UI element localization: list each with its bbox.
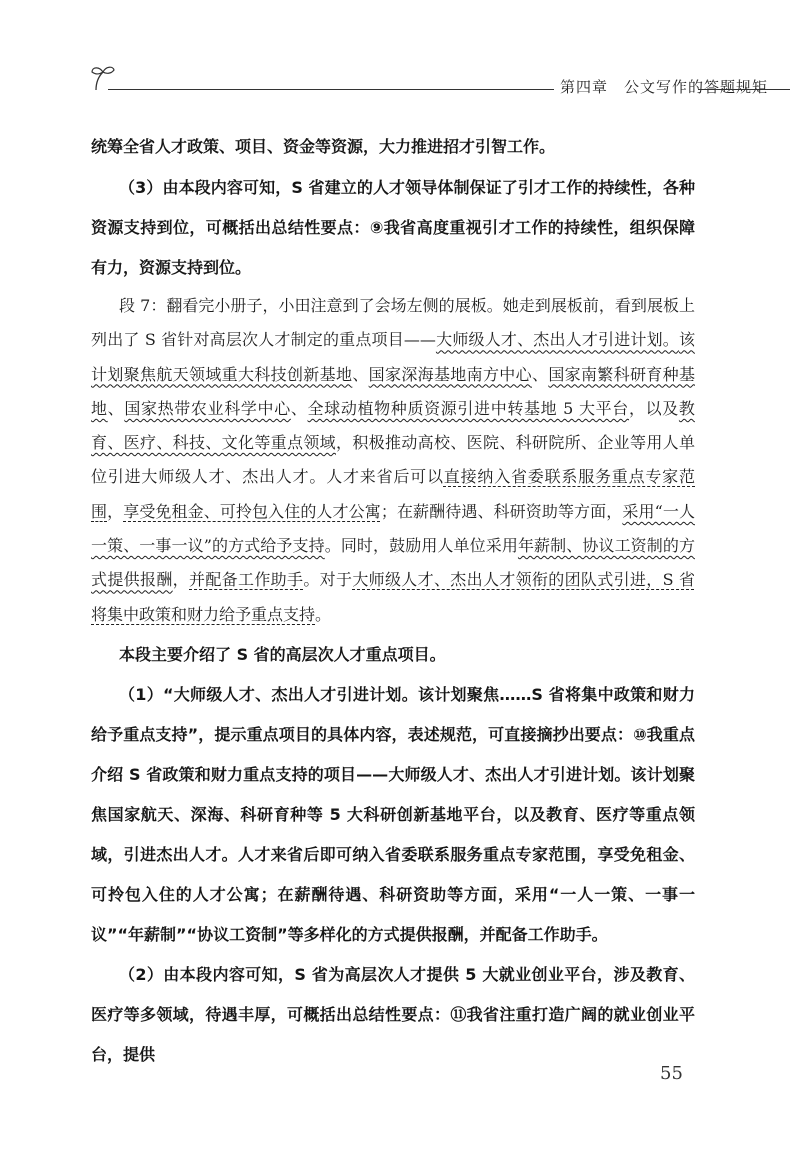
excerpt-text: 、 [352, 364, 369, 384]
header-rule-right [698, 89, 790, 90]
wavy-underline-text: 采用“一人一策、一事一议”的方式给予支持 [91, 501, 695, 556]
excerpt-text: ，以及 [628, 398, 679, 418]
paragraph-4: 本段主要介绍了 S 省的高层次人才重点项目。 [119, 644, 446, 664]
paragraph-2: （3）由本段内容可知，S 省建立的人才领导体制保证了引才工作的持续性，各种资源支持到位，可概括出总结性要点：⑨我省高度重视引才工作的持续性，组织保障有力，资源支持到位。 [91, 178, 695, 277]
running-header [90, 60, 790, 100]
excerpt-text: 段 7：翻看完小册子，小田注意到了会场左侧的展板。她走到展板前，看到展板上列出了 S 省针对高层次人才制定的重点项目—— [91, 296, 695, 350]
paragraph-1: 统筹全省人才政策、项目、资金等资源，大力推进招才引智工作。 [91, 137, 556, 156]
paragraph-3-excerpt [91, 289, 695, 632]
excerpt-text: 。同时，鼓励用人单位采用 [324, 536, 518, 556]
excerpt-text: 、 [290, 398, 308, 418]
header-rule-left [108, 89, 554, 90]
wavy-underline-text: 国家南繁科研育种基地 [91, 364, 695, 418]
excerpt-text: ；在薪酬待遇、科研资助等方面， [380, 501, 623, 521]
excerpt-text: 、 [531, 364, 549, 384]
excerpt-text: 。对于 [303, 570, 353, 590]
wavy-underline-text: 全球动植物种质资源引进中转基地 5 大平台 [307, 398, 629, 418]
wavy-underline-text: 教育、医疗、科技、文化等重点领域 [91, 398, 695, 453]
excerpt-text: ，积极推动高校、医院、科研院所、企业等用人单位引进大师级人才、杰出人才。人才来省后可以 [91, 433, 695, 487]
excerpt-text: ， [172, 570, 189, 590]
wavy-underline-text: 年薪制、协议工资制的方式提供报酬 [91, 536, 695, 590]
page-body [91, 127, 695, 1075]
wavy-underline-text: 大师级人才、杰出人才引进计划。 [435, 330, 679, 350]
sprout-icon [90, 64, 116, 92]
paragraph-5: （1）“大师级人才、杰出人才引进计划。该计划聚焦……S 省将集中政策和财力给予重点支持”，提示重点项目的具体内容，表述规范，可直接摘抄出要点：⑩我重点介绍 S 省政策和财力重点支持的项目——大师级人才、杰出人才引进计划。该计划聚焦国家航天、深海、科研育种等 5 大科研创新基地平台，以及教育、医疗等重点领域，引进杰出人才。人才来省后即可纳入省委联系服务重点专家范围，享受免租金、可拎包入住的人才公寓；在薪酬待遇、科研资助等方面，采用“一人一策、一事一议”“年薪制”“协议工资制”等多样化的方式提供报酬，并配备工作助手。 [91, 684, 695, 944]
chapter-title: 第四章 公文写作的答题规矩 [560, 78, 769, 96]
excerpt-text: 、 [107, 398, 125, 418]
wavy-underline-text: 国家热带农业科学中心 [124, 398, 291, 418]
dashed-underline-text: 并配备工作助手 [189, 570, 304, 590]
dashed-underline-text: 直接纳入省委联系服务重点专家范围 [91, 467, 695, 521]
dashed-underline-text: 大师级人才、杰出人才领衔的团队式引进，S 省将集中政策和财力给予重点支持 [91, 570, 695, 624]
wavy-underline-text: 国家深海基地南方中心 [368, 364, 532, 384]
excerpt-text: 。 [315, 604, 332, 624]
page-number: 55 [660, 1063, 683, 1084]
wavy-underline-text: 该计划聚焦航天领域重大科技创新基地 [91, 330, 695, 384]
excerpt-text: ， [107, 501, 124, 521]
dashed-underline-text: 享受免租金、可拎包入住的人才公寓 [123, 501, 381, 521]
paragraph-6: （2）由本段内容可知，S 省为高层次人才提供 5 大就业创业平台，涉及教育、医疗等多领域，待遇丰厚，可概括出总结性要点：⑪我省注重打造广阔的就业创业平台，提供 [91, 964, 695, 1064]
